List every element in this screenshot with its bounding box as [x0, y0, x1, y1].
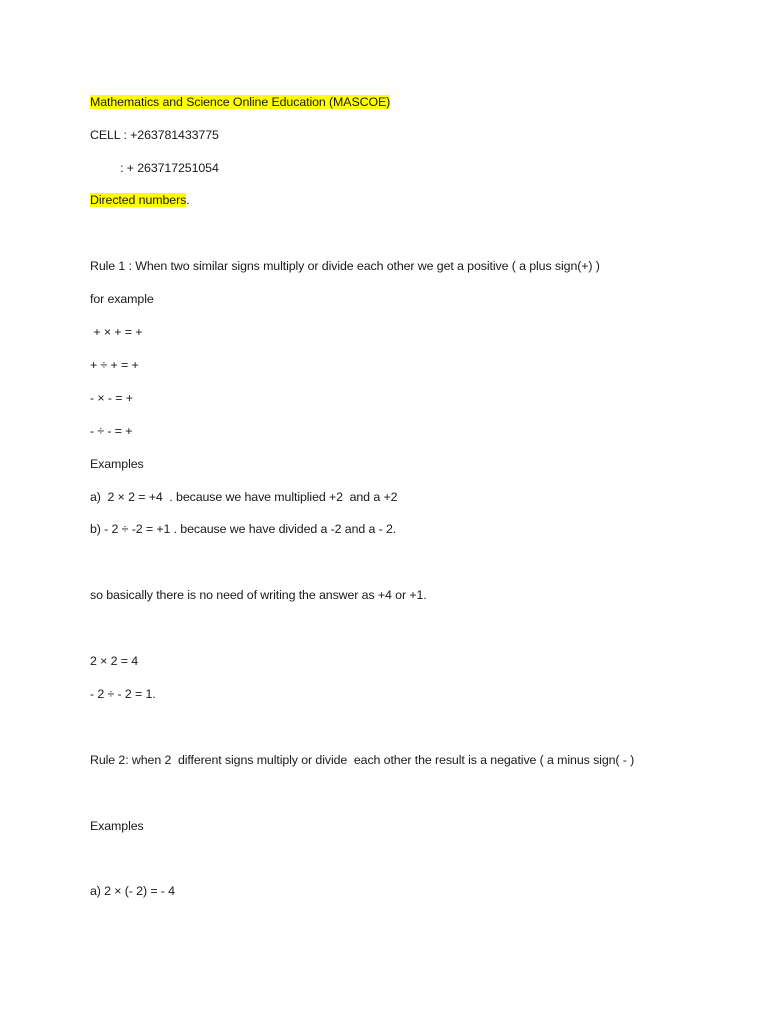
basically-note: so basically there is no need of writing the answer as +4 or +1.	[90, 588, 427, 602]
topic-line	[90, 192, 190, 208]
header-title-line	[90, 94, 390, 110]
for-example: for example	[90, 292, 154, 306]
sign-rule: - × - = +	[90, 391, 133, 405]
topic-suffix: .	[186, 193, 190, 207]
examples-heading: Examples	[90, 819, 144, 833]
sign-rule: + × + = +	[90, 325, 143, 339]
rule-1: Rule 1 : When two similar signs multiply or divide each other we get a positive ( a plus sign(+) )	[90, 259, 600, 273]
simplified-example: 2 × 2 = 4	[90, 654, 139, 668]
sign-rule: - ÷ - = +	[90, 424, 133, 438]
example-b: b) - 2 ÷ -2 = +1 . because we have divided a -2 and a - 2.	[90, 522, 397, 536]
cell-line-2: : + 263717251054	[90, 161, 219, 175]
header-title: Mathematics and Science Online Education (MASCOE)	[90, 95, 391, 109]
example-rule2-a: a) 2 × (- 2) = - 4	[90, 884, 175, 898]
example-a: a) 2 × 2 = +4 . because we have multiplied +2 and a +2	[90, 490, 398, 504]
rule-2: Rule 2: when 2 different signs multiply or divide each other the result is a negative ( a minus sign( - )	[90, 753, 635, 767]
examples-heading: Examples	[90, 457, 144, 471]
cell-line-1: CELL : +263781433775	[90, 128, 219, 142]
simplified-example: - 2 ÷ - 2 = 1.	[90, 687, 156, 701]
topic-title: Directed numbers	[90, 193, 187, 207]
sign-rule: + ÷ + = +	[90, 358, 139, 372]
